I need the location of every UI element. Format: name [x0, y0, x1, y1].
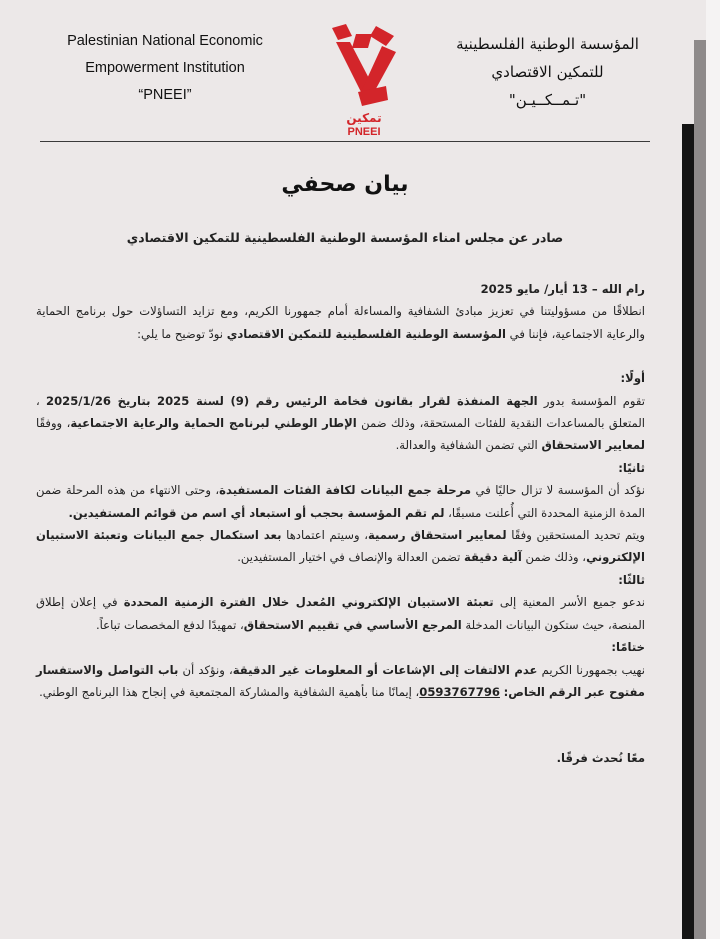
- logo-arabic-text: تمكين: [346, 111, 382, 125]
- header-divider: [40, 141, 650, 142]
- section-closing-heading: ختامًا:: [611, 640, 645, 655]
- page-edge-white: [706, 0, 720, 939]
- contact-phone-number[interactable]: 0593767796: [419, 684, 500, 699]
- header-en-line-3: “PNEEI”: [138, 87, 192, 103]
- section-second-text-2: ويتم تحديد المستحقين وفقًا لمعايير استحقاق رسمية، وسيتم اعتمادها بعد استكمال جمع البيانات وتعبئة الاستبيان الإلكتروني، وذلك ضمن آلية دقيقة تضمن العدالة والإنصاف في اختيار المستفيدين.: [36, 528, 645, 565]
- document-title: بيان صحفي: [281, 172, 409, 197]
- logo-english-text: PNEEI: [347, 126, 381, 138]
- section-first-text: تقوم المؤسسة بدور الجهة المنفذة لقرار بقانون فخامة الرئيس رقم (9) لسنة 2025 بتاريخ 2025/1/26 ، المتعلق بالمساعدات النقدية للفئات المستحقة، وذلك ضمن الإطار الوطني لبرنامج الحماية والرعاية الاجتماعية، ووفقًا لمعايير الاستحقاق التي تضمن الشفافية والعدالة.: [36, 393, 645, 453]
- intro-paragraph: انطلاقًا من مسؤوليتنا في تعزيز مبادئ الشفافية والمساءلة أمام جمهورنا الكريم، ومع تزايد التساؤلات حول برنامج الحماية والرعاية الاجتماعية، فإننا في المؤسسة الوطنية الفلسطينية للتمكين الاقتصادي نودّ توضيح ما يلي:: [36, 304, 645, 341]
- section-closing-text: نهيب بجمهورنا الكريم عدم الالتفات إلى الإشاعات أو المعلومات غير الدقيقة، ونؤكد أن باب التواصل والاستفسار مفتوح عبر الرقم الخاص: 0593767796، إيمانًا منا بأهمية الشفافية والمشاركة المجتمعية في إنجاح هذا البرنامج الوطني.: [36, 662, 645, 699]
- page-edge-gray-band: [694, 40, 706, 939]
- header-en-line-1: Palestinian National Economic: [67, 33, 263, 49]
- section-third-heading: ثالثًا:: [618, 572, 645, 587]
- statement-body: [36, 278, 645, 770]
- header-ar-line-1: المؤسسة الوطنية الفلسطينية: [456, 35, 639, 53]
- date-line: رام الله – 13 أيار/ مايو 2025: [480, 282, 645, 296]
- header-english: [40, 28, 290, 109]
- pneei-logo: [322, 22, 406, 138]
- header-arabic: [440, 30, 655, 114]
- signoff-line: معًا نُحدث فرقًا.: [556, 751, 645, 766]
- section-second-heading: ثانيًا:: [618, 460, 645, 475]
- page-edge-black-band: [682, 124, 694, 939]
- header-ar-line-2: للتمكين الاقتصادي: [491, 63, 604, 81]
- section-second-text-1: نؤكد أن المؤسسة لا تزال حاليًا في مرحلة جمع البيانات لكافة الفئات المستفيدة، وحتى الانتهاء من هذه المرحلة ضمن المدة الزمنية المحددة التي أُعلنت مسبقًا، لم تقم المؤسسة بحجب أو استبعاد أي اسم من قوائم المستفيدين.: [36, 483, 645, 520]
- header-ar-line-3: "تـمــكــيـن": [508, 91, 587, 109]
- section-third-text: ندعو جميع الأسر المعنية إلى تعبئة الاستبيان الإلكتروني المُعدل خلال الفترة الزمنية المحددة في إعلان إطلاق المنصة، حيث ستكون البيانات المدخلة المرجع الأساسي في تقييم الاستحقاق، تمهيدًا لدفع المخصصات تباعاً.: [36, 595, 646, 632]
- document-subtitle: صادر عن مجلس امناء المؤسسة الوطنية الفلسطينية للتمكين الاقتصادي: [126, 230, 564, 245]
- section-first-heading: أولًا:: [620, 371, 645, 386]
- header-en-line-2: Empowerment Institution: [85, 60, 245, 76]
